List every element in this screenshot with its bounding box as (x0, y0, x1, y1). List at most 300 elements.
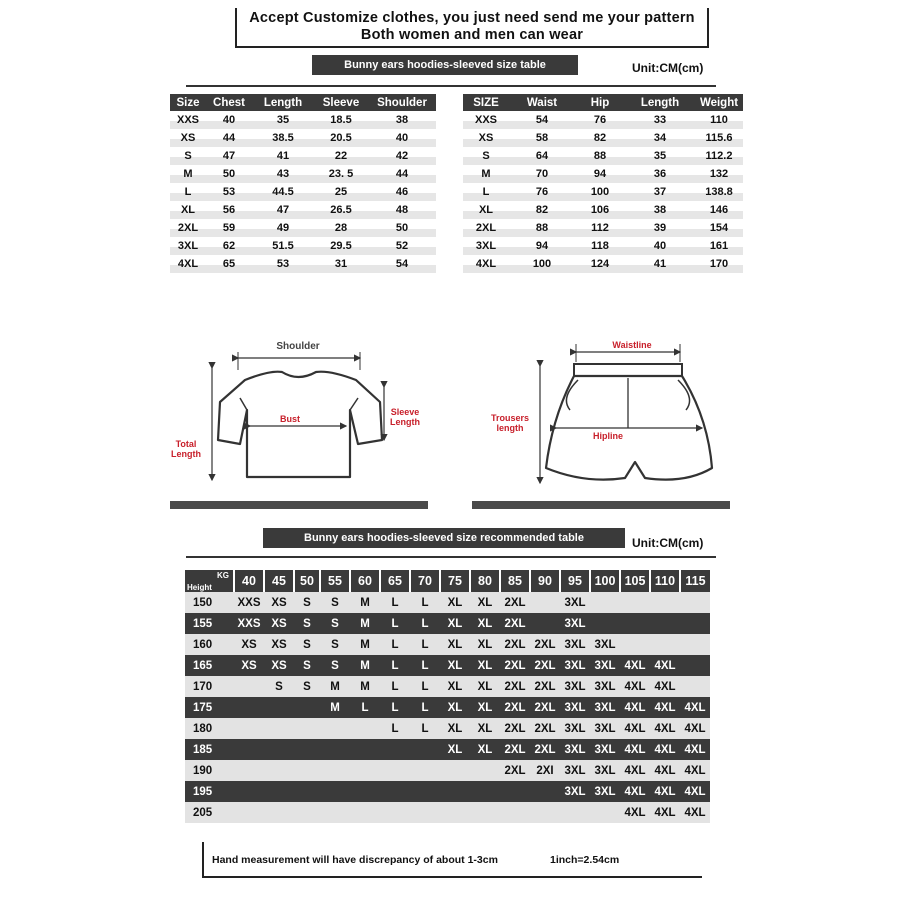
table-cell: 40 (368, 129, 436, 147)
size-cell: 3XL (590, 634, 620, 655)
divider-bar-left (170, 501, 428, 509)
table-cell: 82 (509, 201, 575, 219)
table-cell: 50 (206, 165, 252, 183)
size-cell (320, 718, 350, 739)
size-section-rule (186, 85, 716, 87)
size-cell (470, 802, 500, 823)
size-cell (350, 802, 380, 823)
shorts-diagram (520, 338, 730, 488)
hoodie-header-sleeve: Sleeve (314, 94, 368, 111)
size-cell: 3XL (560, 718, 590, 739)
size-cell: XL (440, 634, 470, 655)
table-cell: 154 (695, 219, 743, 237)
size-cell (530, 781, 560, 802)
table-cell: 82 (575, 129, 625, 147)
table-cell: 52 (368, 237, 436, 255)
weight-header: 90 (530, 570, 560, 592)
size-cell: 3XL (560, 592, 590, 613)
size-cell (590, 613, 620, 634)
table-cell: 112.2 (695, 147, 743, 165)
size-cell: XL (440, 718, 470, 739)
table-cell: 44.5 (252, 183, 314, 201)
table-cell: 51.5 (252, 237, 314, 255)
table-row (463, 237, 743, 255)
size-cell: S (320, 613, 350, 634)
shorts-header-hip: Hip (575, 94, 625, 111)
height-cell: 155 (185, 613, 234, 634)
weight-header: 80 (470, 570, 500, 592)
size-cell: XL (470, 613, 500, 634)
size-cell (234, 718, 264, 739)
table-cell: 31 (314, 255, 368, 273)
shorts-header-size: SIZE (463, 94, 509, 111)
shorts-size-header-row (463, 94, 743, 111)
size-cell (680, 655, 710, 676)
table-cell: 46 (368, 183, 436, 201)
size-cell: 4XL (650, 676, 680, 697)
size-cell: 4XL (620, 760, 650, 781)
size-cell (234, 802, 264, 823)
height-cell: 165 (185, 655, 234, 676)
table-cell: 115.6 (695, 129, 743, 147)
size-cell: XL (440, 697, 470, 718)
table-cell: 100 (575, 183, 625, 201)
table-cell: 161 (695, 237, 743, 255)
total-length-label: Total Length (171, 439, 201, 459)
table-cell: 40 (206, 111, 252, 129)
sleeve-length-label: Sleeve Length (390, 407, 420, 427)
weight-header: 60 (350, 570, 380, 592)
size-cell: 4XL (620, 718, 650, 739)
size-cell (470, 781, 500, 802)
divider-bar-right (472, 501, 730, 509)
size-cell: S (294, 613, 320, 634)
size-cell (320, 802, 350, 823)
size-cell: 2XL (500, 634, 530, 655)
size-cell: 3XL (590, 676, 620, 697)
table-cell: 41 (625, 255, 695, 273)
table-row (170, 201, 436, 219)
table-cell: 28 (314, 219, 368, 237)
weight-header: 45 (264, 570, 294, 592)
size-cell (650, 592, 680, 613)
size-cell: 2XL (530, 718, 560, 739)
hipline-label: Hipline (592, 431, 623, 441)
table-cell: 47 (206, 147, 252, 165)
size-cell: 2XL (500, 655, 530, 676)
size-cell (680, 613, 710, 634)
size-cell: 3XL (590, 655, 620, 676)
weight-header: 100 (590, 570, 620, 592)
size-cell (440, 802, 470, 823)
header-line-1: Accept Customize clothes, you just need send me your pattern (249, 10, 695, 26)
size-cell (350, 760, 380, 781)
table-cell: 41 (252, 147, 314, 165)
weight-header: 40 (234, 570, 264, 592)
size-cell: 4XL (680, 802, 710, 823)
hoodie-header-chest: Chest (206, 94, 252, 111)
size-cell (410, 760, 440, 781)
table-cell: 48 (368, 201, 436, 219)
table-row (170, 219, 436, 237)
recommended-table-title: Bunny ears hoodies-sleeved size recommended table (263, 528, 625, 548)
size-cell (264, 718, 294, 739)
table-cell: 138.8 (695, 183, 743, 201)
size-cell: 2XL (500, 613, 530, 634)
shoulder-label: Shoulder (276, 341, 320, 352)
size-cell (620, 592, 650, 613)
shorts-header-length: Length (625, 94, 695, 111)
size-cell (530, 592, 560, 613)
table-cell: XL (170, 201, 206, 219)
table-row (185, 718, 710, 739)
table-row (463, 183, 743, 201)
table-row (463, 219, 743, 237)
table-cell: 94 (509, 237, 575, 255)
weight-header: 110 (650, 570, 680, 592)
size-cell (560, 802, 590, 823)
table-row (185, 697, 710, 718)
table-cell: 36 (625, 165, 695, 183)
table-cell: 170 (695, 255, 743, 273)
size-cell: XL (470, 655, 500, 676)
table-row (185, 676, 710, 697)
footer-box (202, 842, 702, 878)
size-cell (530, 613, 560, 634)
waistline-label: Waistline (612, 340, 652, 350)
table-cell: 2XL (170, 219, 206, 237)
weight-header: 85 (500, 570, 530, 592)
size-cell (470, 760, 500, 781)
weight-header: 65 (380, 570, 410, 592)
table-cell: 88 (575, 147, 625, 165)
table-row (170, 255, 436, 273)
size-cell (320, 739, 350, 760)
size-cell: M (320, 697, 350, 718)
corner-cell (185, 570, 234, 592)
size-cell (410, 802, 440, 823)
weight-header: 105 (620, 570, 650, 592)
size-cell: S (294, 592, 320, 613)
height-cell: 170 (185, 676, 234, 697)
table-row (170, 129, 436, 147)
table-row (170, 237, 436, 255)
size-cell (500, 781, 530, 802)
size-cell: 3XL (590, 760, 620, 781)
table-cell: XXS (170, 111, 206, 129)
size-cell: S (264, 676, 294, 697)
header-box (235, 8, 709, 48)
size-cell: L (410, 655, 440, 676)
size-cell: 2XL (530, 634, 560, 655)
size-cell (350, 718, 380, 739)
size-cell (680, 676, 710, 697)
size-cell: XL (470, 634, 500, 655)
weight-header: 50 (294, 570, 320, 592)
size-cell (294, 718, 320, 739)
size-cell (294, 781, 320, 802)
size-cell: L (410, 613, 440, 634)
table-row (463, 255, 743, 273)
table-cell: 4XL (170, 255, 206, 273)
measurement-note: Hand measurement will have discrepancy of about 1-3cm (212, 854, 498, 866)
table-row (185, 760, 710, 781)
size-cell: 3XL (560, 781, 590, 802)
recommended-header-row (185, 570, 710, 592)
table-cell: 37 (625, 183, 695, 201)
size-cell (264, 802, 294, 823)
size-cell (234, 697, 264, 718)
size-cell (264, 739, 294, 760)
size-cell: 2XL (530, 739, 560, 760)
size-cell (294, 802, 320, 823)
table-cell: 132 (695, 165, 743, 183)
table-row (463, 147, 743, 165)
size-cell: 4XL (680, 760, 710, 781)
size-cell: L (380, 655, 410, 676)
size-cell: 2XL (500, 718, 530, 739)
height-label: Height (187, 583, 212, 592)
size-cell: XL (470, 739, 500, 760)
hoodie-header-shoulder: Shoulder (368, 94, 436, 111)
table-cell: 118 (575, 237, 625, 255)
size-cell: L (350, 697, 380, 718)
size-cell (320, 760, 350, 781)
size-cell: 4XL (680, 739, 710, 760)
size-cell (234, 781, 264, 802)
table-cell: L (463, 183, 509, 201)
size-cell (234, 739, 264, 760)
size-cell: 4XL (680, 781, 710, 802)
size-cell: 3XL (560, 697, 590, 718)
size-cell: XL (440, 676, 470, 697)
size-cell: 4XL (680, 697, 710, 718)
table-row (463, 165, 743, 183)
table-row (185, 655, 710, 676)
size-cell (234, 760, 264, 781)
size-cell: M (320, 676, 350, 697)
table-cell: 62 (206, 237, 252, 255)
table-row (463, 201, 743, 219)
table-row (170, 147, 436, 165)
table-cell: S (463, 147, 509, 165)
size-cell (294, 760, 320, 781)
weight-header: 55 (320, 570, 350, 592)
size-cell (264, 760, 294, 781)
table-row (185, 739, 710, 760)
size-cell (650, 634, 680, 655)
size-cell: M (350, 592, 380, 613)
size-table-title: Bunny ears hoodies-sleeved size table (312, 55, 578, 75)
height-cell: 205 (185, 802, 234, 823)
size-cell (380, 802, 410, 823)
table-cell: XS (170, 129, 206, 147)
table-cell: 18.5 (314, 111, 368, 129)
table-cell: 38 (368, 111, 436, 129)
size-cell: XS (264, 655, 294, 676)
table-cell: 38.5 (252, 129, 314, 147)
size-cell: 2XL (500, 697, 530, 718)
size-cell: XXS (234, 592, 264, 613)
weight-header: 75 (440, 570, 470, 592)
table-cell: 56 (206, 201, 252, 219)
size-cell (440, 760, 470, 781)
recommended-table-unit: Unit:CM(cm) (632, 536, 704, 550)
table-cell: 44 (368, 165, 436, 183)
size-cell (380, 760, 410, 781)
table-cell: 40 (625, 237, 695, 255)
size-cell: 4XL (620, 802, 650, 823)
size-cell (380, 739, 410, 760)
size-cell: L (410, 676, 440, 697)
table-cell: 43 (252, 165, 314, 183)
size-cell (294, 739, 320, 760)
size-cell: 3XL (590, 739, 620, 760)
table-cell: M (463, 165, 509, 183)
table-cell: 39 (625, 219, 695, 237)
inch-conversion: 1inch=2.54cm (550, 854, 620, 866)
hoodie-header-length: Length (252, 94, 314, 111)
size-cell: L (380, 613, 410, 634)
size-cell (264, 697, 294, 718)
table-cell: 23. 5 (314, 165, 368, 183)
table-cell: 110 (695, 111, 743, 129)
size-cell: 4XL (650, 802, 680, 823)
table-cell: 100 (509, 255, 575, 273)
table-cell: M (170, 165, 206, 183)
size-cell: 2XI (530, 760, 560, 781)
size-cell (294, 697, 320, 718)
size-cell: L (410, 592, 440, 613)
height-cell: 185 (185, 739, 234, 760)
size-cell: XXS (234, 613, 264, 634)
table-cell: 88 (509, 219, 575, 237)
table-cell: 70 (509, 165, 575, 183)
height-cell: 190 (185, 760, 234, 781)
table-cell: 94 (575, 165, 625, 183)
size-cell: S (294, 676, 320, 697)
size-cell: 3XL (560, 613, 590, 634)
table-cell: S (170, 147, 206, 165)
table-cell: 124 (575, 255, 625, 273)
size-cell: 3XL (590, 781, 620, 802)
height-cell: 195 (185, 781, 234, 802)
size-cell: M (350, 613, 380, 634)
bust-label: Bust (280, 414, 300, 424)
table-cell: 53 (206, 183, 252, 201)
height-cell: 175 (185, 697, 234, 718)
size-cell: 3XL (560, 739, 590, 760)
size-cell: 4XL (620, 739, 650, 760)
weight-header: 70 (410, 570, 440, 592)
size-cell: XL (440, 655, 470, 676)
table-cell: XS (463, 129, 509, 147)
size-cell: 4XL (620, 655, 650, 676)
size-cell: 4XL (620, 676, 650, 697)
size-cell: XS (234, 655, 264, 676)
size-cell (380, 781, 410, 802)
table-cell: 53 (252, 255, 314, 273)
table-cell: 58 (509, 129, 575, 147)
table-cell: 76 (509, 183, 575, 201)
size-cell: 2XL (500, 739, 530, 760)
table-cell: 64 (509, 147, 575, 165)
size-cell (264, 781, 294, 802)
table-cell: 49 (252, 219, 314, 237)
shorts-header-weight: Weight (695, 94, 743, 111)
size-cell: L (380, 718, 410, 739)
size-cell: 2XL (500, 676, 530, 697)
size-cell: 2XL (530, 676, 560, 697)
kg-label: KG (217, 571, 229, 580)
table-cell: 33 (625, 111, 695, 129)
size-cell: L (380, 676, 410, 697)
size-cell: S (320, 634, 350, 655)
size-cell: 2XL (530, 655, 560, 676)
height-cell: 150 (185, 592, 234, 613)
size-cell: XL (470, 718, 500, 739)
size-cell: 4XL (680, 718, 710, 739)
size-cell: 3XL (560, 655, 590, 676)
size-cell (234, 676, 264, 697)
table-row (185, 613, 710, 634)
table-row (185, 592, 710, 613)
size-cell: 4XL (650, 781, 680, 802)
table-cell: 50 (368, 219, 436, 237)
size-cell (440, 781, 470, 802)
table-cell: 112 (575, 219, 625, 237)
table-row (170, 111, 436, 129)
size-cell: XS (264, 634, 294, 655)
size-cell (410, 781, 440, 802)
table-cell: 146 (695, 201, 743, 219)
table-row (185, 781, 710, 802)
table-cell: 54 (368, 255, 436, 273)
table-cell: 3XL (170, 237, 206, 255)
table-cell: 20.5 (314, 129, 368, 147)
size-cell: 4XL (620, 781, 650, 802)
table-cell: XL (463, 201, 509, 219)
size-cell: L (410, 697, 440, 718)
size-cell: XL (470, 676, 500, 697)
size-cell: 3XL (560, 634, 590, 655)
size-cell (650, 613, 680, 634)
hoodie-size-table (170, 94, 436, 273)
trousers-length-label: Trousers length (490, 413, 530, 433)
size-cell: M (350, 655, 380, 676)
size-cell: XL (470, 697, 500, 718)
table-row (170, 183, 436, 201)
size-cell (680, 592, 710, 613)
size-cell (350, 739, 380, 760)
table-row (463, 129, 743, 147)
hoodie-size-header-row (170, 94, 436, 111)
size-cell: 3XL (560, 676, 590, 697)
table-cell: 2XL (463, 219, 509, 237)
table-cell: L (170, 183, 206, 201)
table-row (170, 165, 436, 183)
table-cell: 22 (314, 147, 368, 165)
table-cell: 35 (252, 111, 314, 129)
table-cell: 35 (625, 147, 695, 165)
table-row (463, 111, 743, 129)
table-row (185, 802, 710, 823)
size-cell (350, 781, 380, 802)
size-cell: L (380, 697, 410, 718)
table-cell: 26.5 (314, 201, 368, 219)
size-cell (410, 739, 440, 760)
size-cell: 4XL (620, 697, 650, 718)
